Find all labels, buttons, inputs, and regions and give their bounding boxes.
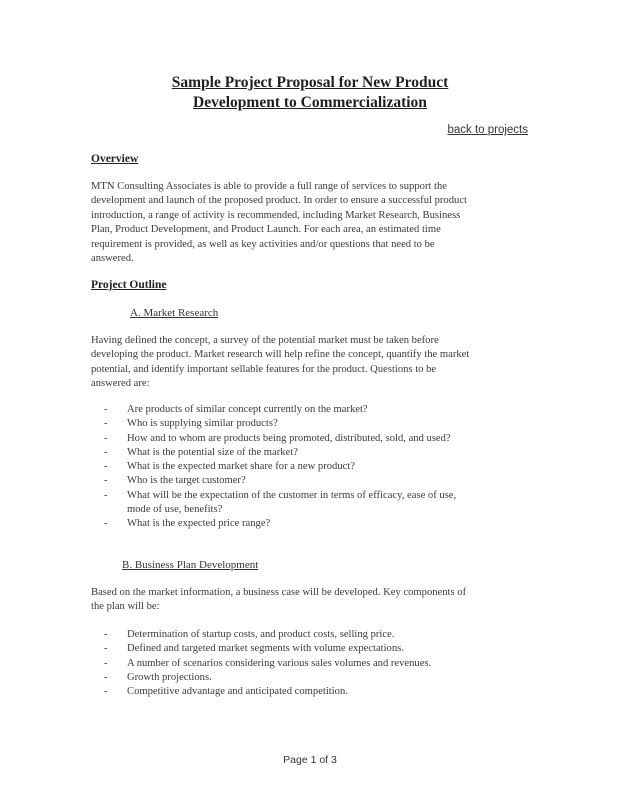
list-item (104, 417, 524, 431)
list-item (104, 446, 524, 460)
list-item-text: A number of scenarios considering various sales volumes and revenues. (127, 657, 432, 669)
bullet-dash: - (104, 518, 108, 530)
market-research-paragraph (91, 334, 531, 392)
bullet-dash: - (104, 446, 108, 458)
market-research-heading: A. Market Research (130, 307, 219, 319)
bullet-dash: - (104, 404, 108, 415)
bullet-dash: - (104, 461, 108, 473)
list-item-text: Growth projections. (127, 671, 212, 683)
list-item-text: Are products of similar concept currently on the market? (127, 404, 368, 415)
title-line-1: Sample Project Proposal for New Product (171, 74, 449, 91)
bullet-dash: - (104, 432, 108, 444)
list-item-text: mode of use, benefits? (127, 504, 223, 516)
list-item-text: Competitive advantage and anticipated competition. (127, 686, 348, 698)
bullet-dash: - (104, 671, 108, 683)
list-item-text: What is the potential size of the market? (127, 446, 298, 458)
business-plan-paragraph (91, 586, 531, 615)
list-item (104, 671, 524, 685)
list-item (104, 642, 524, 656)
list-item (104, 474, 524, 488)
overview-heading: Overview (91, 153, 139, 165)
business-plan-components (104, 628, 524, 699)
paragraph-line: developing the product. Market research will help refine the concept, quantify the market (91, 349, 470, 361)
paragraph-line: Having defined the concept, a survey of the potential market must be taken before (91, 335, 439, 346)
overview-paragraph (91, 180, 531, 266)
list-item (104, 628, 524, 642)
title-line-2: Development to Commercialization (193, 94, 427, 111)
paragraph-line: potential, and identify important sellable features for the product. Questions to be (91, 363, 437, 375)
list-item (104, 489, 524, 518)
paragraph-line: answered are: (91, 378, 150, 390)
list-item-text: Who is supplying similar products? (127, 418, 278, 430)
list-item (104, 432, 524, 446)
paragraph-line: Based on the market information, a business case will be developed. Key components of (91, 587, 467, 598)
market-research-questions (104, 403, 524, 532)
bullet-dash: - (104, 418, 108, 430)
bullet-dash: - (104, 657, 108, 669)
paragraph-line: MTN Consulting Associates is able to provide a full range of services to support the (91, 181, 448, 192)
list-item-text: Determination of startup costs, and product costs, selling price. (127, 629, 395, 640)
list-item-text: How and to whom are products being promoted, distributed, sold, and used? (127, 432, 451, 444)
bullet-dash: - (104, 475, 108, 487)
list-item-text: Who is the target customer? (127, 475, 246, 487)
bullet-dash: - (104, 643, 108, 655)
back-to-projects-link[interactable]: back to projects (447, 124, 528, 136)
business-plan-heading: B. Business Plan Development (122, 559, 259, 571)
list-item (104, 657, 524, 671)
bullet-dash: - (104, 629, 108, 640)
list-item-text: What is the expected market share for a new product? (127, 461, 355, 473)
paragraph-line: answered. (91, 253, 134, 265)
list-item (104, 517, 524, 531)
list-item (104, 685, 524, 699)
paragraph-line: the plan will be: (91, 601, 160, 613)
list-item-text: Defined and targeted market segments with volume expectations. (127, 643, 404, 655)
list-item-text: What will be the expectation of the customer in terms of efficacy, ease of use, (127, 489, 457, 501)
project-outline-heading: Project Outline (91, 279, 167, 291)
list-item (104, 403, 524, 417)
list-item-text: What is the expected price range? (127, 518, 271, 530)
paragraph-line: development and launch of the proposed product. In order to ensure a successful product (91, 195, 467, 207)
paragraph-line: Plan, Product Development, and Product Launch. For each area, an estimated time (91, 224, 441, 236)
list-item (104, 460, 524, 474)
paragraph-line: introduction, a range of activity is recommended, including Market Research, Business (91, 209, 461, 221)
paragraph-line: requirement is provided, as well as key activities and/or questions that need to be (91, 238, 435, 250)
document-title (0, 73, 620, 113)
bullet-dash: - (104, 686, 108, 698)
page-number: Page 1 of 3 (283, 754, 337, 766)
bullet-dash: - (104, 489, 108, 501)
